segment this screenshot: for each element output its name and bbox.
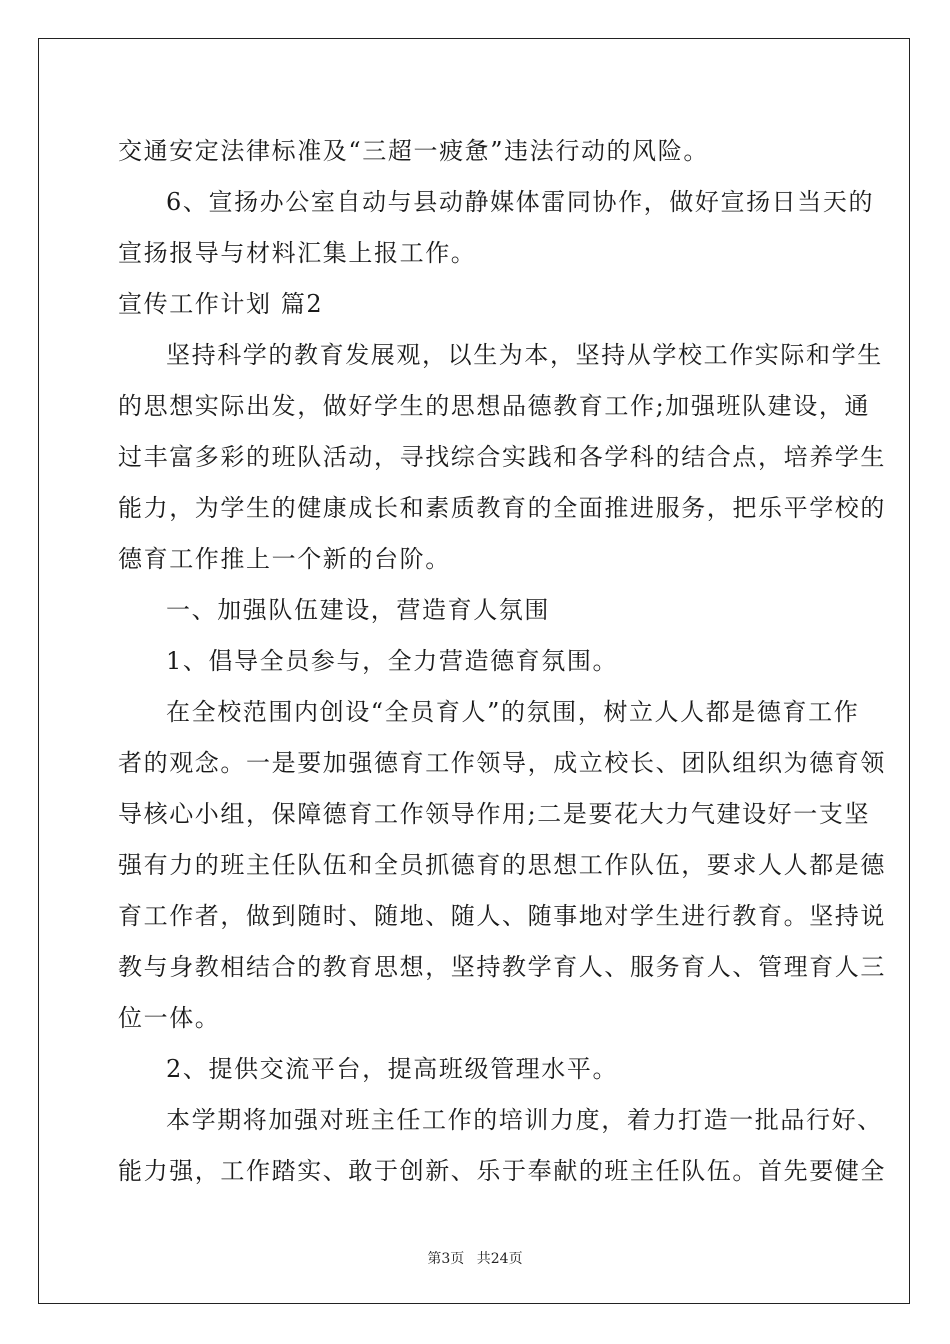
text-line-17: 教与身教相结合的教育思想，坚持教学育人、服务育人、管理育人三 [118, 953, 886, 981]
text-line-20: 本学期将加强对班主任工作的培训力度，着力打造一批品行好、 [166, 1106, 883, 1134]
text-line-15: 强有力的班主任队伍和全员抓德育的思想工作队伍，要求人人都是德 [118, 851, 886, 879]
document-body [118, 126, 886, 1197]
text-line-2: 6、宣扬办公室自动与县动静媒体雷同协作，做好宣扬日当天的 [166, 188, 875, 216]
page-number: 第3页 [427, 1251, 465, 1267]
text-line-18: 位一体。 [118, 1004, 221, 1032]
page-total: 共24页 [476, 1251, 523, 1267]
subheading-1-2: 2、提供交流平台，提高班级管理水平。 [166, 1055, 619, 1083]
section-heading: 宣传工作计划 篇2 [118, 290, 324, 318]
text-line-5: 坚持科学的教育发展观，以生为本，坚持从学校工作实际和学生 [166, 341, 883, 369]
text-line-3: 宣扬报导与材料汇集上报工作。 [118, 239, 477, 267]
text-line-9: 德育工作推上一个新的台阶。 [118, 545, 451, 573]
text-line-14: 导核心小组，保障德育工作领导作用;二是要花大力气建设好一支坚 [118, 800, 871, 828]
page-footer [0, 1248, 950, 1268]
text-line-7: 过丰富多彩的班队活动，寻找综合实践和各学科的结合点，培养学生 [118, 443, 886, 471]
text-line-6: 的思想实际出发，做好学生的思想品德教育工作;加强班队建设，通 [118, 392, 871, 420]
text-line-16: 育工作者，做到随时、随地、随人、随事地对学生进行教育。坚持说 [118, 902, 886, 930]
text-line-21: 能力强，工作踏实、敢于创新、乐于奉献的班主任队伍。首先要健全 [118, 1157, 886, 1185]
text-line-8: 能力，为学生的健康成长和素质教育的全面推进服务，把乐平学校的 [118, 494, 886, 522]
subheading-1: 一、加强队伍建设，营造育人氛围 [166, 596, 550, 624]
text-line-12: 在全校范围内创设“全员育人”的氛围，树立人人都是德育工作 [166, 698, 860, 726]
text-line-13: 者的观念。一是要加强德育工作领导，成立校长、团队组织为德育领 [118, 749, 886, 777]
subheading-1-1: 1、倡导全员参与，全力营造德育氛围。 [166, 647, 619, 675]
text-line-1: 交通安定法律标准及“三超一疲惫”违法行动的风险。 [118, 137, 709, 165]
